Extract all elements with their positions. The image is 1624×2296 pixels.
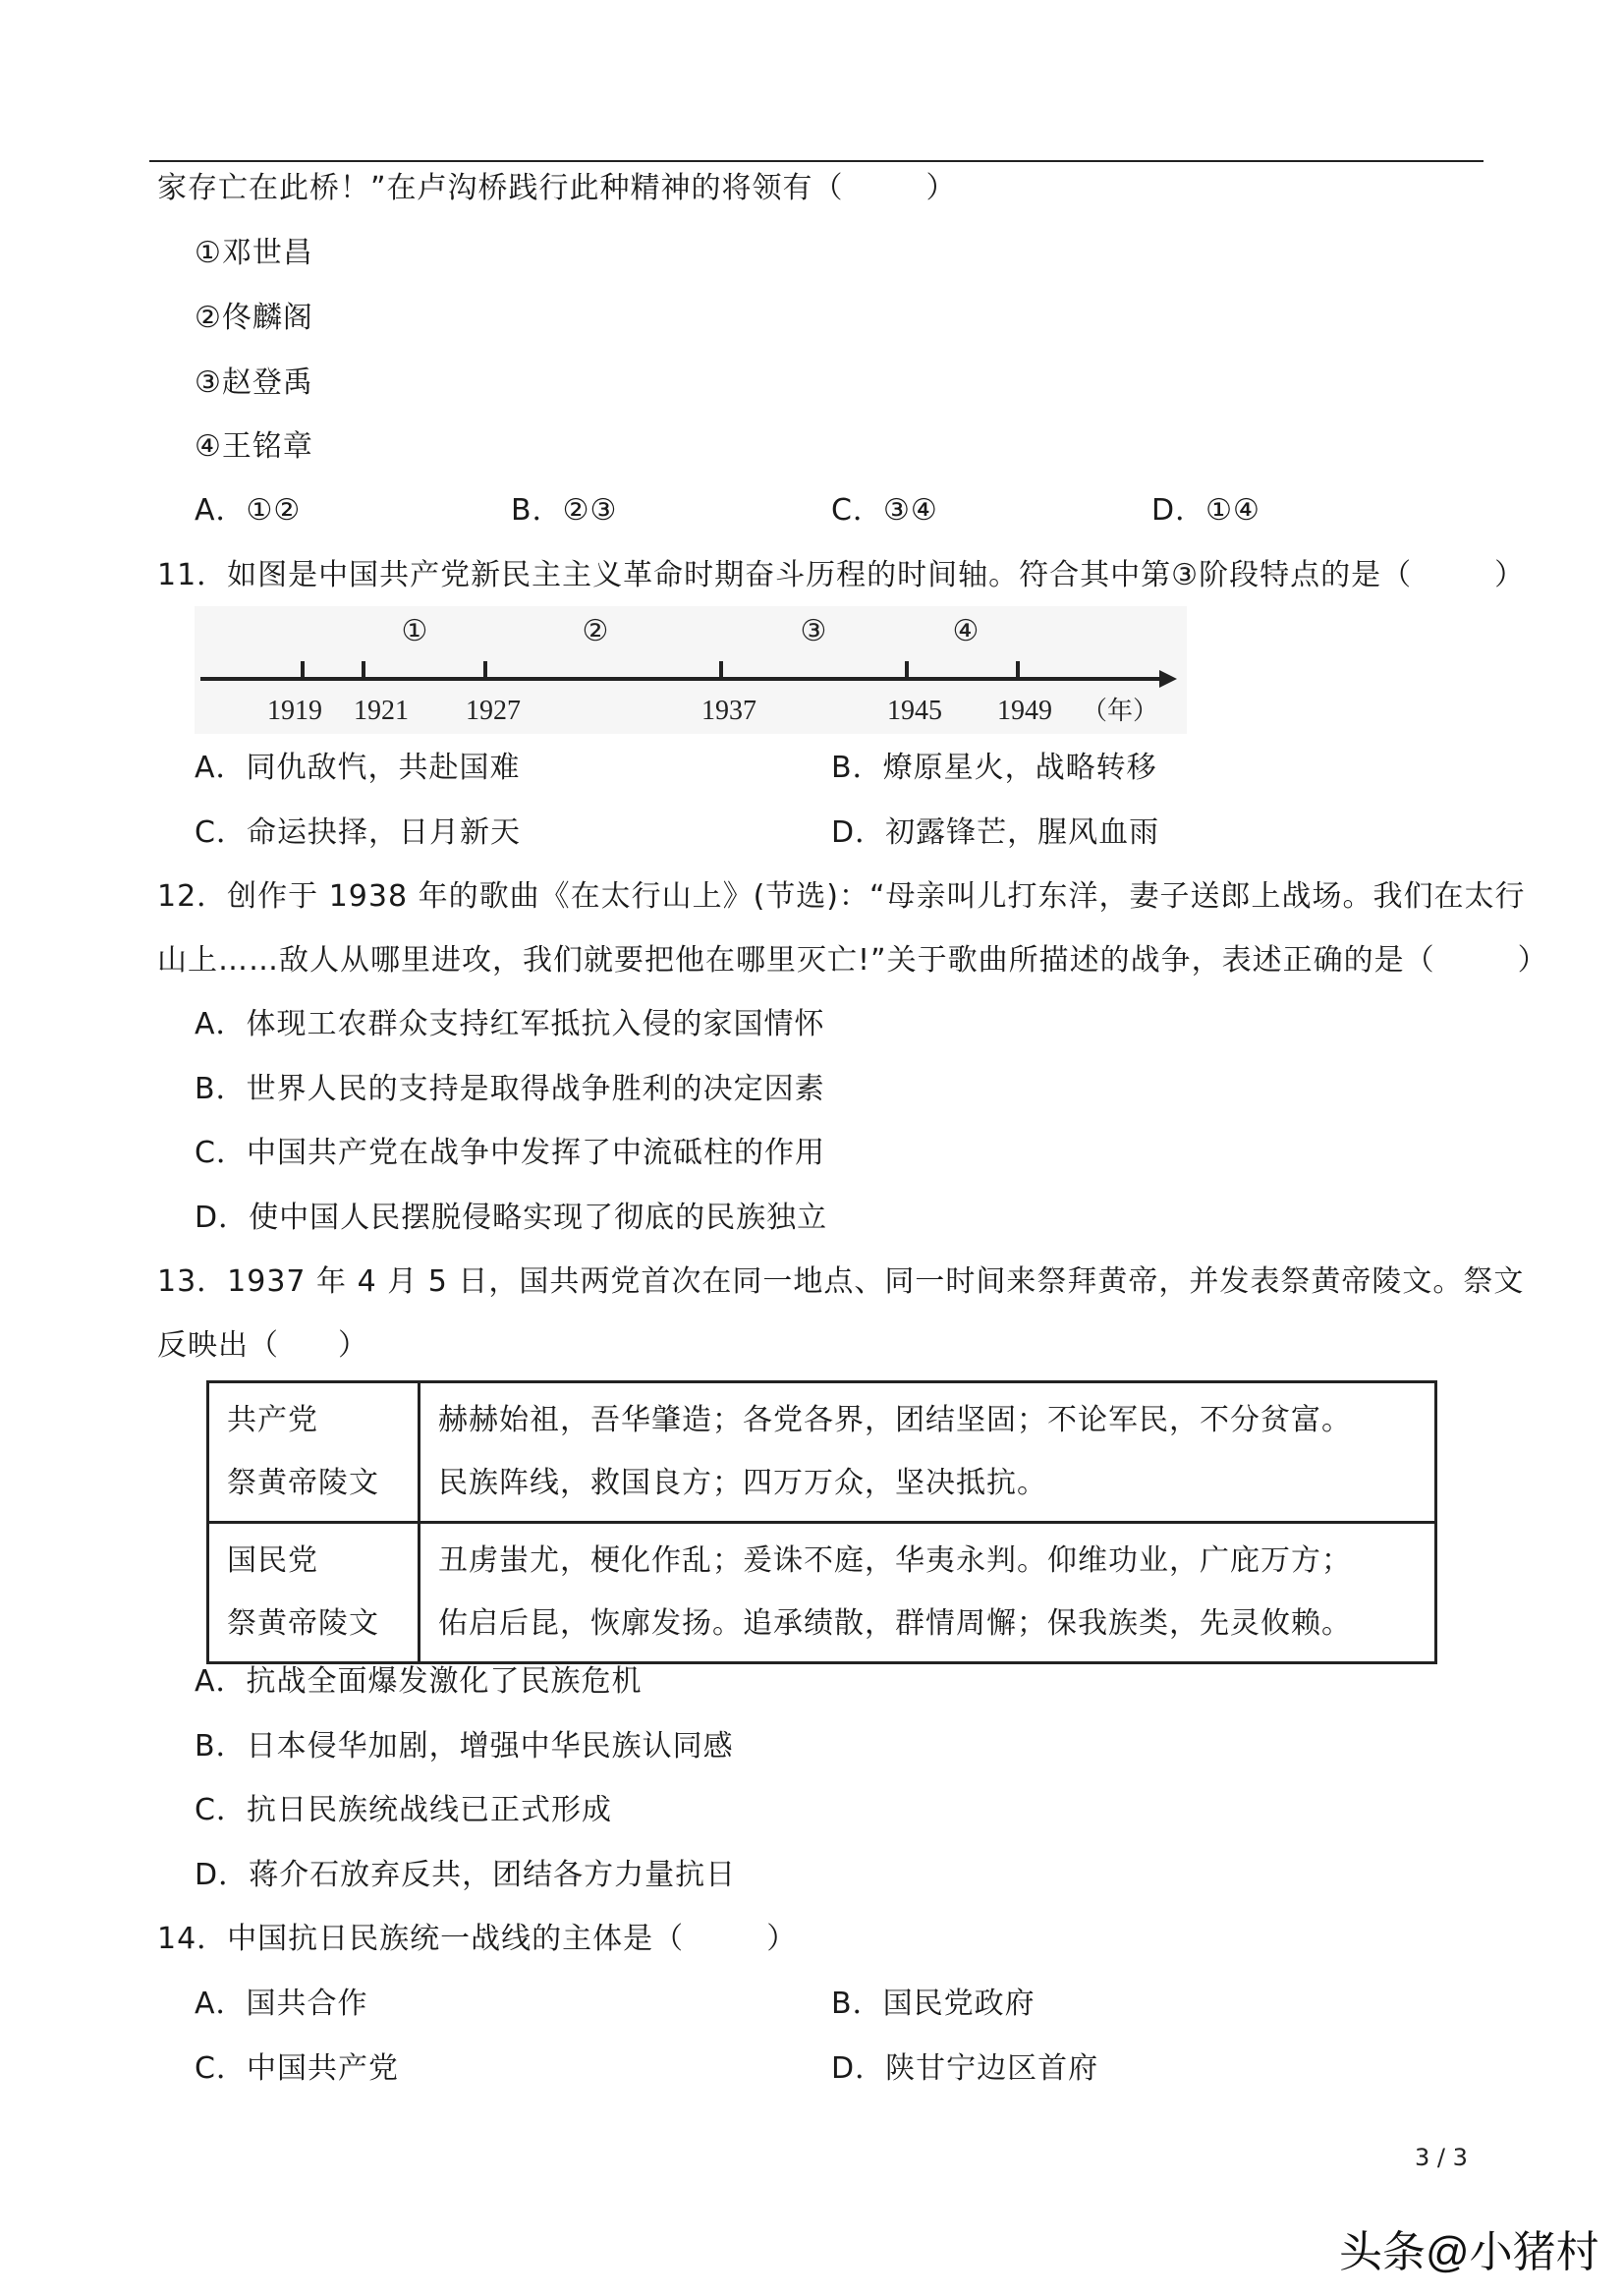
year-label-1937: 1937 (701, 696, 756, 726)
q12-option-c[interactable]: C．中国共产党在战争中发挥了中流砥柱的作用 (195, 1136, 825, 1170)
stage-label-4: ④ (952, 614, 980, 648)
q14-option-b[interactable]: B．国民党政府 (831, 1987, 1036, 2021)
year-label-1949: 1949 (997, 696, 1052, 726)
stage-label-2: ② (582, 614, 609, 648)
year-label-1921: 1921 (354, 696, 409, 726)
page-number: 3 / 3 (1415, 2144, 1468, 2171)
q10-option-c[interactable]: C．③④ (831, 493, 938, 528)
timeline-unit: （年） (1081, 697, 1159, 726)
q11-option-c[interactable]: C．命运抉择，日月新天 (195, 815, 521, 850)
q12-option-b[interactable]: B．世界人民的支持是取得战争胜利的决定因素 (195, 1072, 825, 1106)
row-party: 国民党 (227, 1543, 318, 1578)
q10-item-2: ②佟麟阁 (195, 301, 313, 335)
q13-option-b[interactable]: B．日本侵华加剧，增强中华民族认同感 (195, 1729, 734, 1764)
table-text-cell (420, 1523, 1436, 1663)
q10-stem: 家存亡在此桥！”在卢沟桥践行此种精神的将领有（ ） (157, 171, 957, 205)
q12-option-a[interactable]: A．体现工农群众支持红军抵抗入侵的家国情怀 (195, 1007, 825, 1041)
table-text-cell (420, 1382, 1436, 1523)
q10-option-b[interactable]: B．②③ (511, 493, 618, 528)
q10-item-4: ④王铭章 (195, 429, 313, 464)
q12-stem-line1: 12．创作于 1938 年的歌曲《在太行山上》(节选)：“母亲叫儿打东洋，妻子送郎上战场。我们在太行 (157, 879, 1526, 914)
q13-stem-line1: 13．1937 年 4 月 5 日，国共两党首次在同一地点、同一时间来祭拜黄帝，并发表祭黄帝陵文。祭文 (157, 1264, 1525, 1299)
q10-item-1: ①邓世昌 (195, 236, 313, 270)
q13-source-table (206, 1380, 1437, 1664)
stage-label-1: ① (401, 614, 428, 648)
q11-timeline-figure (195, 606, 1187, 734)
row-text-line: 佑启后昆，恢廓发扬。追承绩散，群情周懈；保我族类，先灵攸赖。 (438, 1606, 1352, 1641)
watermark: 头条@小猪村 (1339, 2227, 1599, 2277)
year-label-1945: 1945 (887, 696, 942, 726)
row-party: 共产党 (227, 1403, 318, 1437)
q14-stem: 14．中国抗日民族统一战线的主体是（ ） (157, 1922, 798, 1956)
q11-option-b[interactable]: B．燎原星火，战略转移 (831, 751, 1157, 785)
table-row (208, 1523, 1436, 1663)
q14-option-d[interactable]: D．陕甘宁边区首府 (831, 2051, 1099, 2086)
q11-option-a[interactable]: A．同仇敌忾，共赴国难 (195, 751, 521, 785)
header-rule (149, 160, 1484, 162)
table-label-cell (208, 1382, 420, 1523)
q14-option-a[interactable]: A．国共合作 (195, 1987, 368, 2021)
q13-option-a[interactable]: A．抗战全面爆发激化了民族危机 (195, 1664, 643, 1699)
q11-stem: 11．如图是中国共产党新民主主义革命时期奋斗历程的时间轴。符合其中第③阶段特点的是（ ） (157, 558, 1526, 592)
row-doc-title: 祭黄帝陵文 (227, 1606, 379, 1641)
year-label-1919: 1919 (267, 696, 322, 726)
timeline-svg (195, 606, 1187, 734)
timeline-arrow (1159, 670, 1177, 688)
row-text-line: 丑虏蚩尤，梗化作乱；爰诛不庭，华夷永判。仰维功业，广庇万方； (438, 1543, 1352, 1578)
row-text-line: 赫赫始祖，吾华肇造；各党各界，团结坚固；不论军民，不分贫富。 (438, 1403, 1352, 1437)
q13-option-d[interactable]: D．蒋介石放弃反共，团结各方力量抗日 (195, 1858, 737, 1892)
q14-option-c[interactable]: C．中国共产党 (195, 2051, 399, 2086)
row-doc-title: 祭黄帝陵文 (227, 1466, 379, 1500)
q10-option-a[interactable]: A．①② (195, 493, 302, 528)
q10-option-d[interactable]: D．①④ (1151, 493, 1260, 528)
row-text-line: 民族阵线，救国良方；四万万众，坚决抵抗。 (438, 1466, 1047, 1500)
q12-stem-line2: 山上……敌人从哪里进攻，我们就要把他在哪里灭亡!”关于歌曲所描述的战争，表述正确的是（ ） (157, 943, 1548, 978)
q10-item-3: ③赵登禹 (195, 365, 313, 400)
stage-label-3: ③ (800, 614, 827, 648)
q13-stem-line2: 反映出（ ） (157, 1328, 368, 1363)
year-label-1927: 1927 (466, 696, 521, 726)
q12-option-d[interactable]: D．使中国人民摆脱侵略实现了彻底的民族独立 (195, 1201, 828, 1235)
q11-option-d[interactable]: D．初露锋芒，腥风血雨 (831, 815, 1160, 850)
q13-option-c[interactable]: C．抗日民族统战线已正式形成 (195, 1793, 612, 1827)
table-row (208, 1382, 1436, 1523)
table-label-cell (208, 1523, 420, 1663)
